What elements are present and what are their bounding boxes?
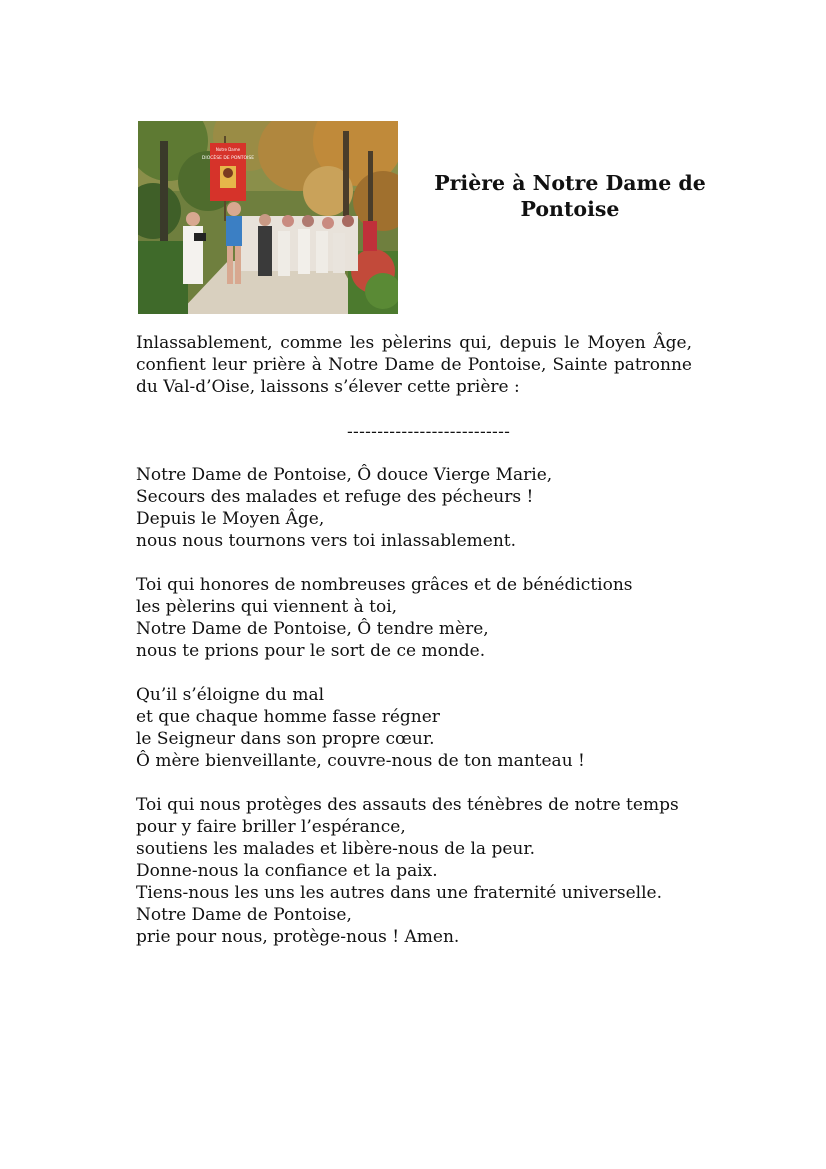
prayer-line: Qu’il s’éloigne du mal <box>136 685 325 705</box>
procession-photo <box>138 121 398 314</box>
prayer-line: Notre Dame de Pontoise, <box>136 905 352 925</box>
prayer-line: Notre Dame de Pontoise, Ô douce Vierge Marie, <box>136 465 553 485</box>
banner-text-main: DIOCÈSE DE PONTOISE <box>201 156 255 161</box>
prayer-line: les pèlerins qui viennent à toi, <box>136 597 398 617</box>
page-title <box>420 170 720 222</box>
separator-line: --------------------------- <box>347 422 511 442</box>
prayer-line: et que chaque homme fasse régner <box>136 707 440 727</box>
stanza <box>136 684 736 772</box>
prayer-line: pour y faire briller l’espérance, <box>136 817 406 837</box>
prayer-line: soutiens les malades et libère-nous de la peur. <box>136 839 536 859</box>
prayer-line: Toi qui honores de nombreuses grâces et de bénédictions <box>136 575 633 595</box>
prayer-line: nous te prions pour le sort de ce monde. <box>136 641 486 661</box>
prayer-line: Tiens-nous les uns les autres dans une fraternité universelle. <box>136 883 662 903</box>
title-line: Prière à Notre Dame de <box>434 171 706 195</box>
prayer-line: Depuis le Moyen Âge, <box>136 509 325 529</box>
stanza <box>136 464 736 552</box>
intro-paragraph: Inlassablement, comme les pèlerins qui, depuis le Moyen Âge, confient leur prière à Notre Dame de Pontoise, Sainte patronne du Val-d’Oise, laissons s’élever cette prière : <box>136 333 692 397</box>
prayer-line: Ô mère bienveillante, couvre-nous de ton manteau ! <box>136 751 585 771</box>
prayer-line: Notre Dame de Pontoise, Ô tendre mère, <box>136 619 489 639</box>
prayer-line: prie pour nous, protège-nous ! Amen. <box>136 927 460 947</box>
stanza <box>136 574 736 662</box>
prayer-line: Donne-nous la confiance et la paix. <box>136 861 438 881</box>
prayer-line: le Seigneur dans son propre cœur. <box>136 729 435 749</box>
prayer-line: Secours des malades et refuge des pécheurs ! <box>136 487 534 507</box>
title-line: Pontoise <box>520 197 620 221</box>
prayer-line: Toi qui nous protèges des assauts des ténèbres de notre temps <box>136 795 679 815</box>
prayer-text <box>136 464 736 970</box>
banner-text-top: Notre Dame <box>215 147 241 152</box>
stanza <box>136 794 736 948</box>
prayer-line: nous nous tournons vers toi inlassablement. <box>136 531 517 551</box>
